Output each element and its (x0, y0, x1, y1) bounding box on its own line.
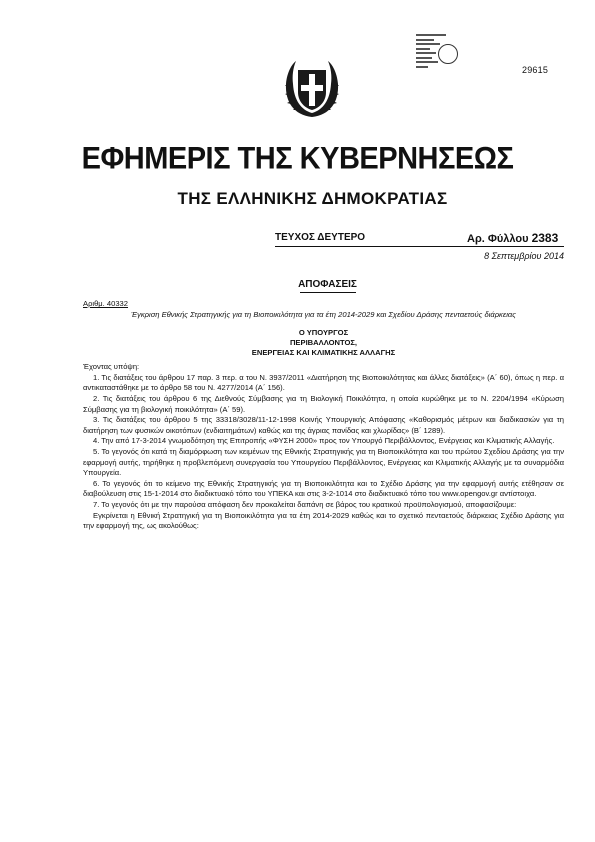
decision-number: Αριθμ. 40332 (83, 299, 129, 308)
issue-sheet (467, 231, 558, 245)
authority-line: ΕΝΕΡΓΕΙΑΣ ΚΑΙ ΚΛΙΜΑΤΙΚΗΣ ΑΛΛΑΓΗΣ (251, 348, 396, 358)
document-body (83, 299, 564, 532)
issue-series: ΤΕΥΧΟΣ ΔΕΥΤΕΡΟ (275, 232, 366, 243)
regard-item: 2. Τις διατάξεις του άρθρου 6 της Διεθνούς Σύμβασης για τη Βιολογική Ποικιλότητα, η οποία κυρώθηκε με το Ν. 2204/1994 «Κύρωση Σύμβασης για τη βιολογική ποικιλότητα» (Α΄ 59). (83, 393, 564, 414)
regard-item: 1. Τις διατάξεις του άρθρου 17 παρ. 3 περ. α του Ν. 3937/2011 «Διατήρηση της Βιοποικιλότητας και άλλες διατάξεις» (Α΄ 60), όπως η περ. α αντικαταστάθηκε με το άρθρο 58 του Ν. 4277/2014 (Α΄ 156). (83, 372, 564, 393)
issuing-authority (83, 328, 564, 358)
having-regard-heading: Έχοντας υπόψη: (83, 362, 140, 372)
issue-divider (275, 246, 564, 247)
gazette-title: ΕΦΗΜΕΡΙΣ ΤΗΣ ΚΥΒΕΡΝΗΣΕΩΣ (81, 141, 514, 177)
decision-conclusion: Εγκρίνεται η Εθνική Στρατηγική για τη Βιοποικιλότητα για τα έτη 2014-2029 καθώς και το σχετικό πενταετούς διάρκειας Σχέδιο Δράσης για την εφαρμογή της, ως ακολούθως: (83, 510, 564, 531)
page-number: 29615 (522, 65, 549, 75)
regard-item: 5. Το γεγονός ότι κατά τη διαμόρφωση των κειμένων της Εθνικής Στρατηγικής για τη Βιοποικιλότητα και του πρώτου Σχεδίου Δράσης για την εφαρμογή αυτής, τηρήθηκε η προβλεπόμενη συνεργασία του Υπουργείου Περιβάλλοντος, Ενέργειας και Κλιματικής Αλλαγής με τα συναρμόδια Υπουργεία. (83, 446, 564, 478)
regard-item: 6. Το γεγονός ότι το κείμενο της Εθνικής Στρατηγικής για τη Βιοποικιλότητα και το Σχέδιο Δράσης για την εφαρμογή αυτής ετέθησαν σε διαβούλευση στις 15-1-2014 στο διαδικτυακό τόπο του ΥΠΕΚΑ και στις 3-2-1014 στο διαδικτυακό τόπο του www.opengov.gr αντίστοιχα. (83, 478, 564, 499)
issue-sheet-label: Αρ. Φύλλου (467, 233, 529, 245)
authority-line: ΠΕΡΙΒΑΛΛΟΝΤΟΣ, (289, 338, 358, 348)
gazette-subtitle: ΤΗΣ ΕΛΛΗΝΙΚΗΣ ΔΗΜΟΚΡΑΤΙΑΣ (177, 189, 448, 208)
barcode-stamp-icon (416, 34, 464, 78)
issue-date: 8 Σεπτεμβρίου 2014 (484, 251, 564, 261)
issue-sheet-number: 2383 (531, 231, 559, 245)
regard-item: 7. Το γεγονός ότι με την παρούσα απόφαση δεν προκαλείται δαπάνη σε βάρος του κρατικού προϋπολογισμού, αποφασίζουμε: (93, 499, 517, 509)
greek-coat-of-arms-icon (282, 58, 342, 120)
regard-item: 3. Τις διατάξεις του άρθρου 5 της 33318/3028/11-12-1998 Κοινής Υπουργικής Απόφασης «Καθορισμός μέτρων και διαδικασιών για τη διατήρηση των φυσικών οικοτόπων (ενδιαιτημάτων) καθώς και της άγριας πανίδας και χλωρίδας» (Β΄ 1289). (83, 415, 564, 435)
section-title: ΑΠΟΦΑΣΕΙΣ (298, 279, 357, 290)
regard-item: 4. Την από 17-3-2014 γνωμοδότηση της Επιτροπής «ΦΥΣΗ 2000» προς τον Υπουργό Περιβάλλοντος, Ενέργειας και Κλιματικής Αλλαγής. (93, 436, 555, 446)
section-divider (300, 292, 356, 293)
authority-line: Ο ΥΠΟΥΡΓΟΣ (298, 328, 349, 338)
decision-subject: Έγκριση Εθνικής Στρατηγικής για τη Βιοποικιλότητα για τα έτη 2014-2029 και Σχεδίου Δράσης πενταετούς διάρκειας (131, 309, 516, 319)
